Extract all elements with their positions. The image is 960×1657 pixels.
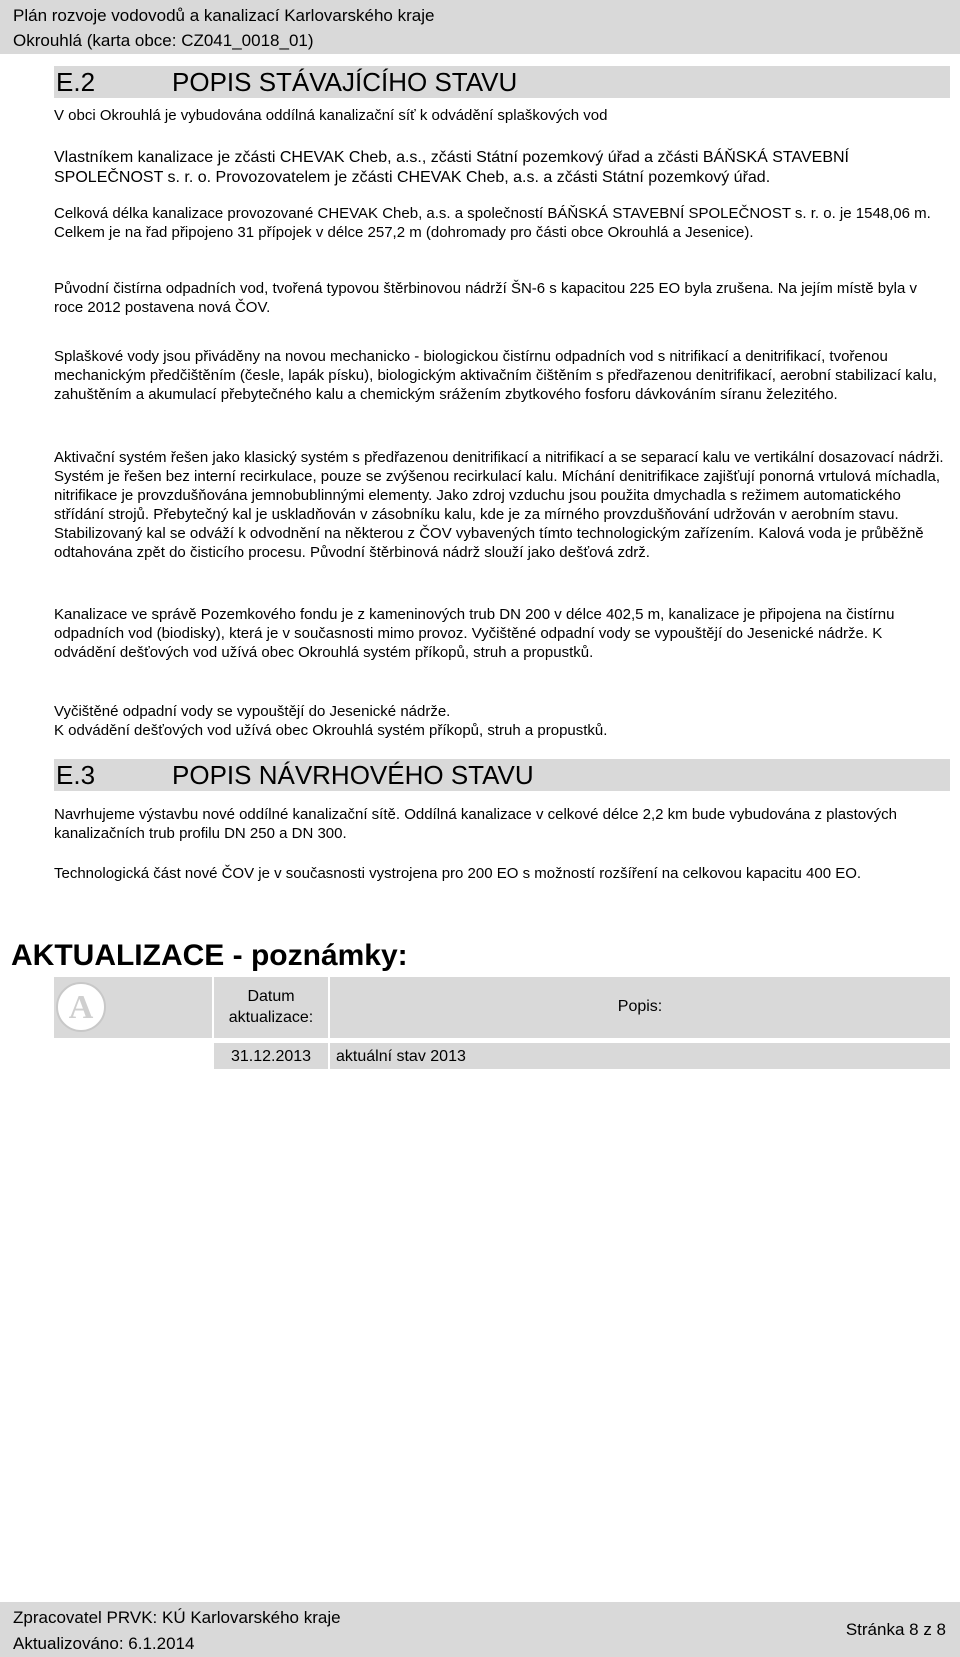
e2-paragraph-7: Kanalizace ve správě Pozemkového fondu je z kameninových trub DN 200 v délce 402,5 m, kanalizace je připojena na čistírnu odpadních vod (biodisky), která je v současnosti mimo provoz. Vyčištěné odpadní vody se vypouštějí do Jesenické nádrže. K odvádění dešťových vod užívá obec Okrouhlá systém příkopů, struh a propustků.: [54, 606, 895, 661]
update-row-desc: aktuální stav 2013: [336, 1048, 466, 1065]
section-e3-title: POPIS NÁVRHOVÉHO STAVU: [172, 760, 534, 790]
e3-paragraph-2: Technologická část nové ČOV je v současnosti vystrojena pro 200 EO s možností rozšíření na celkovou kapacitu 400 EO.: [54, 865, 862, 882]
e2-paragraph-8-line-1: Vyčištěné odpadní vody se vypouštějí do Jesenické nádrže.: [54, 703, 451, 720]
e3-paragraph-1: Navrhujeme výstavbu nové oddílné kanalizační sítě. Oddílná kanalizace v celkové délce 2,2 km bude vybudována z plastových kanalizačních trub profilu DN 250 a DN 300.: [54, 806, 897, 842]
desc-header-label: Popis:: [617, 998, 663, 1015]
e2-paragraph-2: Vlastníkem kanalizace je zčásti CHEVAK Cheb, a.s., zčásti Státní pozemkový úřad a zčásti BÁŇSKÁ STAVEBNÍ SPOLEČNOST s. r. o. Provozovatelem je zčásti CHEVAK Cheb, a.s. a zčásti Státní pozemkový úřad.: [54, 149, 849, 186]
e2-paragraph-5: Splaškové vody jsou přiváděny na novou mechanicko - biologickou čistírnu odpadních vod s nitrifikací a denitrifikací, tvořenou mechanickým předčištěním (česle, lapák písku), biologickým aktivačním čištěním s předřazenou denitrifikací, aerobní stabilizací kalu, zahuštěním a akumulací přebytečného kalu a chemickým srážením zbytkového fosforu dávkováním síranu železitého.: [54, 348, 937, 403]
updates-date-header: [214, 977, 328, 1038]
e2-paragraph-4: Původní čistírna odpadních vod, tvořená typovou štěrbinovou nádrží ŠN-6 s kapacitou 225 EO byla zrušena. Na jejím místě byla v roce 2012 postavena nová ČOV.: [54, 280, 917, 316]
update-logo-icon: [56, 982, 106, 1032]
header-subtitle: Okrouhlá (karta obce: CZ041_0018_01): [13, 31, 314, 50]
footer-updated: Aktualizováno: 6.1.2014: [13, 1634, 195, 1653]
section-e2-number: E.2: [56, 67, 96, 97]
updates-logo-cell: [54, 977, 212, 1038]
header-title: Plán rozvoje vodovodů a kanalizací Karlovarského kraje: [13, 6, 435, 25]
section-e3-number: E.3: [56, 760, 96, 790]
date-header-line-2: aktualizace:: [228, 1009, 314, 1026]
e2-paragraph-1: V obci Okrouhlá je vybudována oddílná kanalizační síť k odvádění splaškových vod: [54, 107, 608, 124]
date-header-line-1: Datum: [247, 988, 295, 1005]
updates-heading: AKTUALIZACE - poznámky:: [11, 939, 408, 972]
section-e2-title: POPIS STÁVAJÍCÍHO STAVU: [172, 67, 518, 97]
footer-author: Zpracovatel PRVK: KÚ Karlovarského kraje: [13, 1608, 341, 1627]
e2-paragraph-3: Celková délka kanalizace provozované CHEVAK Cheb, a.s. a společností BÁŇSKÁ STAVEBNÍ SPOLEČNOST s. r. o. je 1548,06 m. Celkem je na řad připojeno 31 přípojek v délce 257,2 m (dohromady pro části obce Okrouhlá a Jesenice).: [54, 205, 931, 241]
update-logo-letter: A: [68, 989, 94, 1026]
update-row-date: 31.12.2013: [230, 1048, 312, 1065]
updates-desc-header: [330, 977, 950, 1038]
page-footer: [0, 1602, 960, 1657]
page-number: Stránka 8 z 8: [845, 1620, 946, 1639]
section-e3-heading: [54, 759, 950, 791]
section-e2-heading: [54, 66, 950, 98]
update-row-date-cell: [214, 1043, 328, 1069]
e2-paragraph-6: Aktivační systém řešen jako klasický systém s předřazenou denitrifikací a nitrifikací a se separací kalu ve vertikální dosazovací nádrži. Systém je řešen bez interní recirkulace, pouze se zvýšenou recirkulací kalu. Míchání denitrifikace zajišťují ponorná vrtulová míchadla, nitrifikace je provzdušňována jemnobublinnými elementy. Jako zdroj vzduchu jsou použita dmychadla s režimem automatického střídání strojů. Přebytečný kal je uskladňován v zásobníku kalu, kde je za mírného provzdušňování udržován v aerobním stavu. Stabilizovaný kal se odváží k odvodnění na některou z ČOV vybavených tímto technologickým zařízením. Kalová voda je průběžně odtahována zpět do čisticího procesu. Původní štěrbinová nádrž slouží jako dešťová zdrž.: [54, 449, 944, 561]
update-row-desc-cell: [330, 1043, 950, 1069]
page-header: [0, 0, 960, 54]
e2-paragraph-8-line-2: K odvádění dešťových vod užívá obec Okrouhlá systém příkopů, struh a propustků.: [54, 722, 608, 739]
